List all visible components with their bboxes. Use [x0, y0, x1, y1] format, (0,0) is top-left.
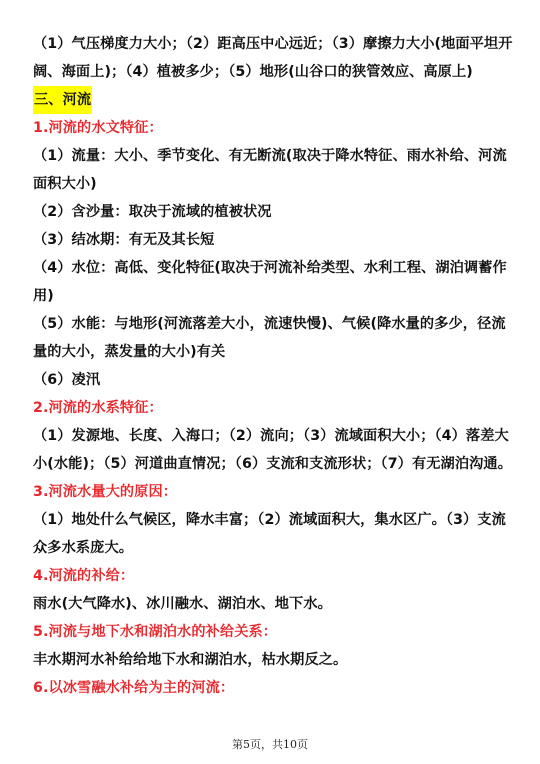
body-line: （1）流量：大小、季节变化、有无断流(取决于降水特征、雨水补给、河流 [33, 148, 507, 164]
section-heading-line [33, 86, 511, 114]
subheading-hydrologic-features: 1.河流的水文特征： [33, 120, 163, 136]
body-line: 阔、海面上)；（4）植被多少；（5）地形(山谷口的狭管效应、高原上) [33, 64, 473, 80]
body-line: （5）水能：与地形(河流落差大小，流速快慢)、气候(降水量的多少，径流 [33, 316, 506, 332]
body-line: 丰水期河水补给给地下水和湖泊水，枯水期反之。 [33, 652, 348, 668]
body-line: （2）含沙量：取决于流域的植被状况 [33, 204, 272, 220]
body-line: 小(水能)；（5）河道曲直情况；（6）支流和支流形状；（7）有无湖泊沟通。 [33, 456, 512, 472]
subheading-snowmelt-rivers: 6.以冰雪融水补给为主的河流： [33, 680, 235, 696]
subheading-river-recharge: 4.河流的补给： [33, 568, 135, 584]
body-line: 用) [33, 288, 54, 304]
body-line: 面积大小) [33, 176, 97, 192]
subheading-recharge-relationship: 5.河流与地下水和湖泊水的补给关系： [33, 624, 278, 640]
subheading-water-system-features: 2.河流的水系特征： [33, 400, 163, 416]
body-line: （3）结冰期：有无及其长短 [33, 232, 215, 248]
section-title-rivers: 三、河流 [33, 86, 92, 114]
body-line: （1）气压梯度力大小；（2）距高压中心远近；（3）摩擦力大小(地面平坦开 [33, 36, 513, 52]
body-line: 众多水系庞大。 [33, 540, 134, 556]
body-line: （1）地处什么气候区，降水丰富；（2）流域面积大，集水区广。（3）支流 [33, 512, 506, 528]
page-content [33, 30, 511, 702]
page-footer: 第5页，共10页 [232, 738, 308, 751]
subheading-large-flow-reasons: 3.河流水量大的原因： [33, 484, 178, 500]
body-line: （6）凌汛 [33, 372, 101, 388]
body-line: 雨水(大气降水)、冰川融水、湖泊水、地下水。 [33, 596, 332, 612]
body-line: （4）水位：高低、变化特征(取决于河流补给类型、水利工程、湖泊调蓄作 [33, 260, 507, 276]
body-line: （1）发源地、长度、入海口；（2）流向；（3）流域面积大小；（4）落差大 [33, 428, 509, 444]
body-line: 量的大小，蒸发量的大小)有关 [33, 344, 226, 360]
